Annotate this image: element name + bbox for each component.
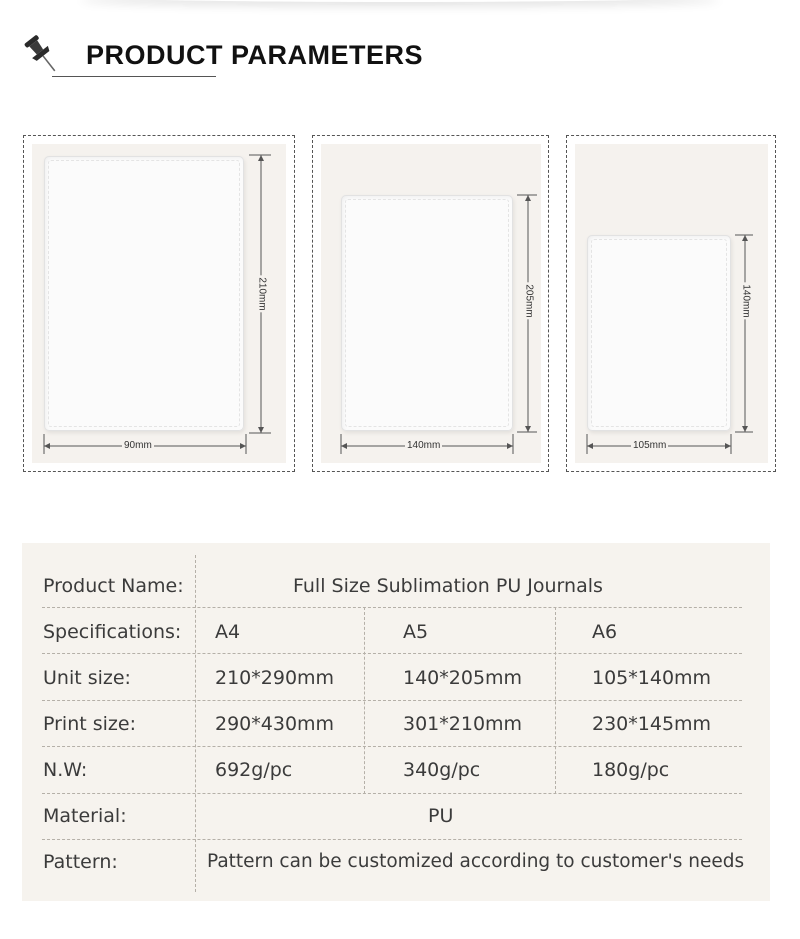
unit-size-a4: 210*290mm xyxy=(215,667,335,689)
page-title: PRODUCT PARAMETERS xyxy=(86,40,424,70)
print-size-a4: 290*430mm xyxy=(215,713,335,735)
row-label-pattern: Pattern: xyxy=(43,851,118,873)
unit-size-a6: 105*140mm xyxy=(592,667,712,689)
pushpin-icon xyxy=(22,32,58,78)
width-label: 105mm xyxy=(633,440,667,451)
material-value: PU xyxy=(428,805,454,827)
row-label-product-name: Product Name: xyxy=(43,575,184,597)
height-label: 140mm xyxy=(740,284,752,318)
pattern-value: Pattern can be customized according to customer's needs xyxy=(207,851,745,872)
net-weight-a6: 180g/pc xyxy=(592,759,670,781)
width-label: 90mm xyxy=(124,440,152,451)
row-label-print-size: Print size: xyxy=(43,713,136,735)
title-underline xyxy=(52,76,216,77)
spec-a5: A5 xyxy=(403,621,429,643)
product-panel-a5 xyxy=(312,135,549,472)
row-label-specifications: Specifications: xyxy=(43,621,182,643)
print-size-a6: 230*145mm xyxy=(592,713,712,735)
product-panel-a6 xyxy=(566,135,776,472)
width-label: 140mm xyxy=(407,440,441,451)
print-size-a5: 301*210mm xyxy=(403,713,523,735)
product-name-value: Full Size Sublimation PU Journals xyxy=(293,575,603,597)
table-divider xyxy=(42,746,742,747)
product-panel-a4 xyxy=(23,135,295,472)
height-label: 205mm xyxy=(523,284,535,318)
spec-a6: A6 xyxy=(592,621,618,643)
top-divider-shadow xyxy=(80,0,720,2)
net-weight-a5: 340g/pc xyxy=(403,759,481,781)
table-divider xyxy=(42,653,742,654)
table-divider xyxy=(42,607,742,608)
dimension-lines xyxy=(313,136,550,473)
height-label: 210mm xyxy=(256,277,268,311)
table-divider xyxy=(195,555,196,892)
row-label-material: Material: xyxy=(43,805,127,827)
net-weight-a4: 692g/pc xyxy=(215,759,293,781)
unit-size-a5: 140*205mm xyxy=(403,667,523,689)
table-divider xyxy=(42,839,742,840)
row-label-unit-size: Unit size: xyxy=(43,667,131,689)
table-divider xyxy=(42,700,742,701)
row-label-net-weight: N.W: xyxy=(43,759,88,781)
spec-a4: A4 xyxy=(215,621,241,643)
table-divider xyxy=(42,793,742,794)
